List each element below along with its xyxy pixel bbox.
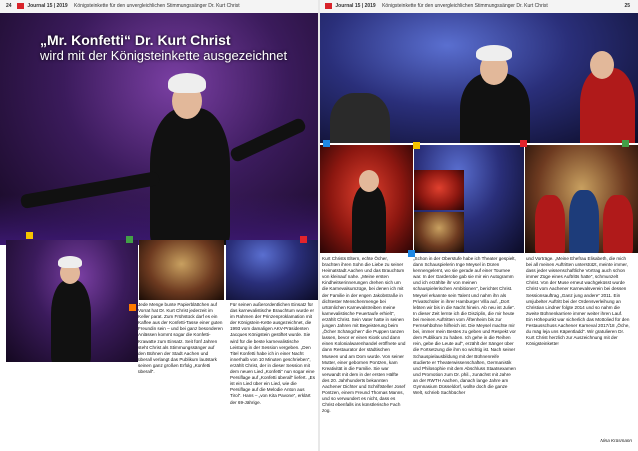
header-topic-left: Königsteinkette für den unvergleichlichen Stimmungssänger Dr. Kurt Christ xyxy=(74,3,240,9)
confetti-square xyxy=(300,236,307,243)
confetti-square xyxy=(26,232,33,239)
confetti-square xyxy=(520,140,527,147)
photo-audience-small xyxy=(414,212,464,252)
text-column-5: und Vorträge. „Meine Ehefrau Elisabeth, die mich bei all meinen Auftritten unterstützt, meinte immer, dass jeder wissenschaftliche Vortrag auch schon immer Züge eines Auftritts hatte“, schmunzelt Christ. Von der Muse erneut wachgeküsst wurde Christ vom Aachener Karnevalsverein bei dessen Sessionsauftrag „Ganz jung andere“ 2011. Ein umjubelter Auftritt bei der Ordensverleihung an Christian Lindner folgte 2014 und so nahm die zweite Bühnenkarriere immer weiter ihren Lauf. Ein Höhepunkt war sicherlich das Mottolied für den Festausschuss Aachener Karneval 2017/18 „Öche, du mäg leja uns Käpentladd“. Wir gratulieren Dr. Kurt Christ herzlich zur Auszeichnung mit der Königsteinkette! xyxy=(526,256,630,347)
header-topic-right: Königsteinkette für den unvergleichlichen Stimmungssänger Dr. Kurt Christ xyxy=(382,3,548,9)
page-number-right: 25 xyxy=(624,3,630,9)
header-left xyxy=(0,0,319,13)
page-number-left: 24 xyxy=(6,3,12,9)
article-byline: Nina Krüsmann xyxy=(600,438,632,443)
kv-logo-icon xyxy=(325,3,332,9)
kv-logo-icon xyxy=(17,3,24,9)
text-column-1: Jede Menge bunte Papierblättchen auf Vorrat hat Dr. Kurt Christ jederzeit im Keller parat. Zum Frühstück darf es ein Kaffee aus der Konfetti-Tasse einer guten Freundin sein – und bei ganz besonderen Anlässen kommt sogar die Konfetti-Krawatte zum Einsatz. Seit fünf Jahren steht Christ als Stimmungssänger auf den Bühnen der Stadt Aachen und überall verlangt das Publikum lautstark seinen ganz großen Erfolg „Konfetti überall“. xyxy=(138,302,223,375)
header-right xyxy=(319,0,638,13)
text-column-4: „Schon in der Oberstufe habe ich Theater gespielt, dann Schauspielerin Inge Meysel in Düren kennengelernt, wo sie gerade auf einer Tournee war. In der Garderobe gab sie mir ein Autogramm und ich erzählte ihr von meinen schauspielerischen Ambitionen“, berichtet Christ. Meysel erkannte sein Talent und nahm ihn als Privatschüler in ihrer Hamburger Villa auf. „Dort lebten wir bis in die Nacht hinein. Ab neu ist Julie“. In dieser Zeit lernte ich die Disziplin, die mir heute bei meinen Auftritten vom Äftenheim bis zur Fernsehbühne hilfreich ist. Die Meysel machte mir bei, immer mein Bestes zu geben und Respekt vor dem Publikum zu haben. Ich gehe in die Reihen rein, gebe die Leute auf“, erzählt der Sänger über die Fortsetzung die ihm so wichtig ist. Nach seiner Schauspielausbildung mit der Bühnenreife studierte er Theaterwissenschaften, Germanistik und Philosophie mit dem Abschluss Staatsexamen und Promotion zum Dr. phil., zunächst mit Jahre an der RWTH Aachen, danach lange Jahre am Gymnasium Düsseldorf, wollte doch die ganze Welt, schrieb Sachbücher xyxy=(413,256,516,396)
article-subheadline: wird mit der Königsteinkette ausgezeichnet xyxy=(40,48,288,63)
journal-label-right: Journal 15 | 2019 xyxy=(335,3,376,9)
photo-performer xyxy=(320,145,413,253)
text-column-3: Kurt Christs Eltern, echte Öcher, brachten ihren Sohn die Liebe zu seiner Heimatstadt Aachen und das Brauchtum von kleinauf nahe. „Meine ersten Kindheitserinnerungen drehen sich um die Karnevalsumzüge, bei denen ich mit der Familie in der engen Jakobstraße in dichtester Menschenmenge bei urtümlichen Karnevalstreiben meine karnevalistische Feuertaufe erhielt“, erzählt Christ. Sein Vater hatte in seinen jungen Jahren mit Begeisterung beim „Öcher Schängchen“ die Puppen tanzen lassen, bevor er einen Kiosk und dann einen Kolonialwarenhandel eröffnete und dann Restaurator der städtischen Museen und am Dom wurde. Von seiner Mutter, einer gebornen Pontzen, kam Kreativität in die Familie. Sie war verwandt mit dem in der ersten Hälfte des 20. Jahrhunderts bekannten Aachener Dichter und Schriftsteller Josef Pontzen, einem Freund Thomas Manns, und so verwundert es nicht, dass es Christ ebenfalls ins künstlerische Fach zog. xyxy=(322,256,406,414)
confetti-square xyxy=(126,236,133,243)
photo-confetti-box xyxy=(139,240,224,300)
confetti-square xyxy=(323,140,330,147)
page-gutter xyxy=(318,0,320,451)
text-column-2: Für seinen außerordentlichen Einsatz für das karnevalistische Brauchtum wurde er im Rahmen der Prinzenproklamation mit der Königstein-Kette ausgezeichnet, die 1993 vom damaligen AKV-Präsidenten Jacques Königstein gestiftet wurde. Sie wird für die beste karnevalistische Leistung in der Session vergeben. „Den Titel Konfetti habe ich in einer Nacht innerhalb von 10 Minuten geschrieben“, erzählt Christ, der in dieser Session mit dem neuen Lied „Konfetti“ nun sogar eine Persiflage auf „Konfetti überall“ liefert. „Es ist ein Lied über ein Lied, wie die Persiflage auf die Melodie Anton aus Tirol“. Hans – „von Kita Pavone“, erklärt der 69-Jährige. xyxy=(230,302,316,405)
confetti-square xyxy=(413,142,420,149)
photo-group xyxy=(525,145,638,253)
article-headline: „Mr. Konfetti“ Dr. Kurt Christ xyxy=(40,32,231,48)
photo-singer-stage xyxy=(6,240,138,362)
confetti-square xyxy=(622,140,629,147)
photo-band-small xyxy=(414,170,464,210)
journal-label-left: Journal 15 | 2019 xyxy=(27,3,68,9)
hero-photo-right xyxy=(320,13,638,143)
photo-audience xyxy=(226,240,318,300)
confetti-square xyxy=(129,304,136,311)
